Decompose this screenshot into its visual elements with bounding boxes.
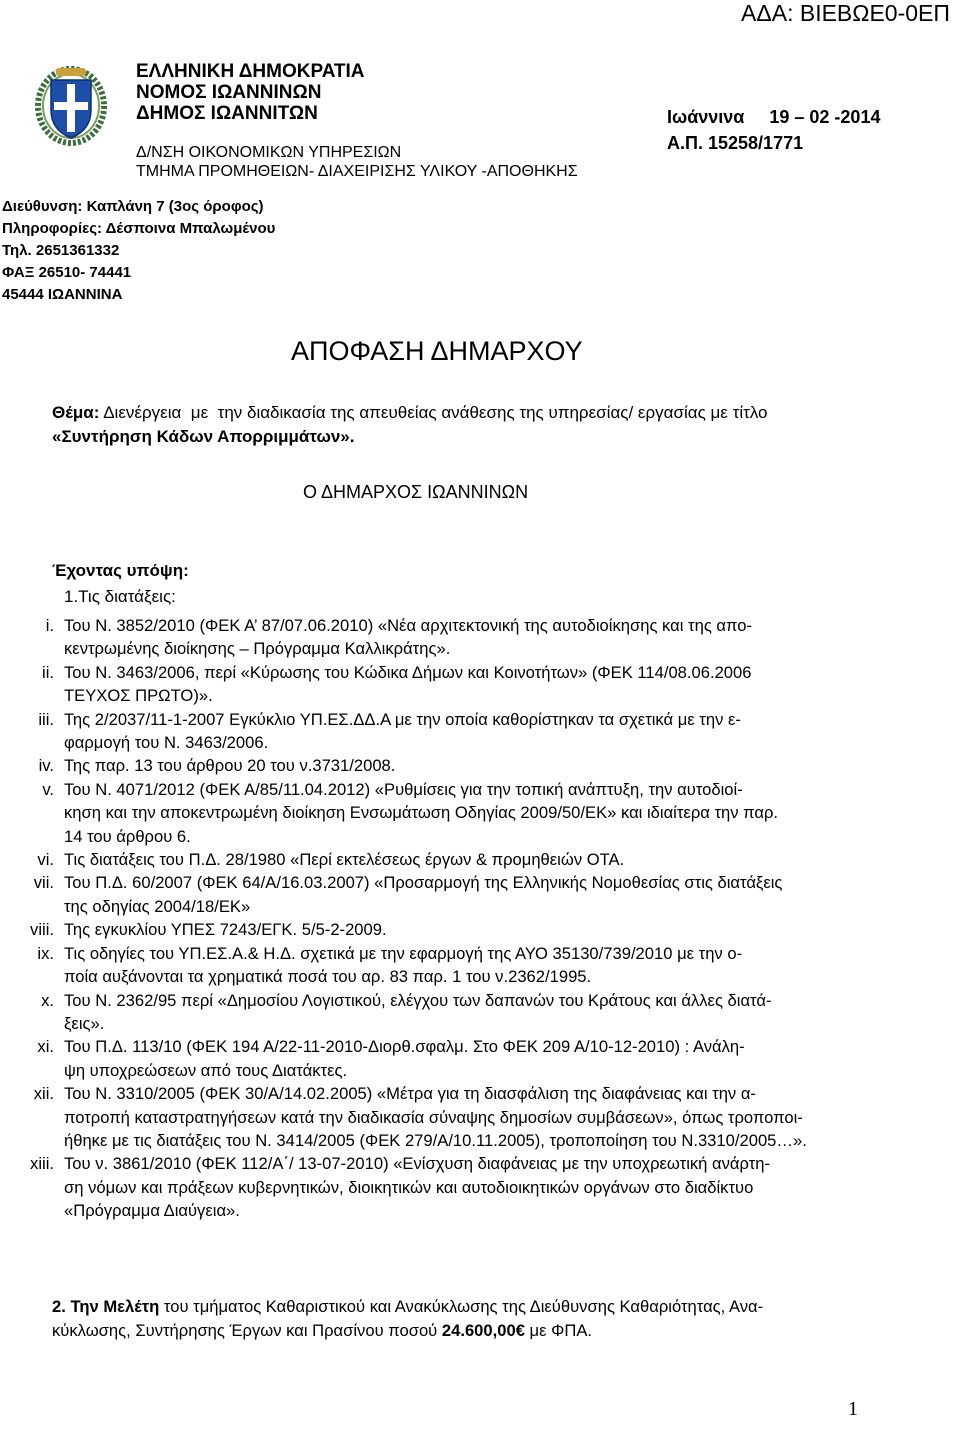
provision-number: v. — [42, 779, 54, 799]
provision-line: Της παρ. 13 του άρθρου 20 του ν.3731/2008. — [64, 756, 396, 776]
provision-line: 14 του άρθρου 6. — [64, 826, 191, 846]
provision-item — [0, 1082, 960, 1152]
point-1-heading: 1.Τις διατάξεις: — [64, 587, 176, 606]
date-line: Ιωάννινα 19 – 02 -2014 — [667, 107, 881, 127]
provision-line: κηση και την αποκεντρωμένη διοίκηση Ενσωμάτωση Οδηγίας 2009/50/ΕΚ» και ιδιαίτερα την παρ. — [64, 803, 779, 823]
document-title: ΑΠΟΦΑΣΗ ΔΗΜΑΡΧΟΥ — [291, 336, 583, 366]
provision-item — [0, 989, 960, 1036]
provision-number: xii. — [33, 1084, 54, 1104]
header-prefecture: ΝΟΜΟΣ ΙΩΑΝΝΙΝΩΝ — [136, 82, 322, 103]
provision-number: vi. — [37, 850, 54, 870]
contact-block — [2, 196, 275, 306]
provision-item — [0, 661, 960, 708]
subject-label: Θέμα: — [52, 403, 100, 422]
header-directorate: Δ/ΝΣΗ ΟΙΚΟΝΟΜΙΚΩΝ ΥΠΗΡΕΣΙΩΝ — [136, 144, 402, 161]
provision-line: φαρμογή του Ν. 3463/2006. — [64, 733, 269, 753]
considering-heading: Έχοντας υπόψη: — [52, 561, 189, 580]
header-department-block — [136, 143, 578, 181]
provision-item — [0, 1035, 960, 1082]
point-2-line2: κύκλωσης, Συντήρησης Έργων και Πρασίνου ποσού — [52, 1321, 442, 1340]
provision-number: ix. — [37, 943, 54, 963]
provision-line: κεντρωμένης διοίκησης – Πρόγραμμα Καλλικράτης». — [64, 639, 451, 659]
subject-title: «Συντήρηση Κάδων Απορριμμάτων». — [52, 427, 355, 446]
greek-emblem-icon — [34, 64, 108, 146]
provision-line: Του Ν. 3852/2010 (ΦΕΚ Α’ 87/07.06.2010) «Νέα αρχιτεκτονική της αυτοδιοίκησης και της απο- — [64, 616, 752, 635]
provision-line: ψη υποχρεώσεων από τους Διατάκτες. — [64, 1060, 348, 1080]
provision-line: Της 2/2037/11-1-2007 Εγκύκλιο ΥΠ.ΕΣ.ΔΔ.Α με την οποία καθορίστηκαν τα σχετικά με την ε- — [64, 709, 741, 729]
provision-line: Του Ν. 3463/2006, περί «Κύρωσης του Κώδικα Δήμων και Κοινοτήτων» (ΦΕΚ 114/08.06.2006 — [64, 662, 752, 682]
ada-code: ΑΔΑ: ΒΙΕΒΩΕ0-0ΕΠ — [741, 0, 950, 26]
provision-number: vii. — [33, 873, 54, 893]
provision-line: Του Ν. 3310/2005 (ΦΕΚ 30/Α/14.02.2005) «Μέτρα για τη διασφάλιση της διαφάνειας και την α- — [64, 1084, 756, 1104]
contact-postal: 45444 ΙΩΑΝΝΙΝΑ — [2, 286, 123, 303]
provision-number: x. — [41, 990, 54, 1010]
provision-line: ΤΕΥΧΟΣ ΠΡΩΤΟ)». — [64, 686, 213, 706]
provision-item — [0, 942, 960, 989]
provision-line: ποία αυξάνονται τα χρηματικά ποσά του αρ. 83 παρ. 1 του ν.2362/1995. — [64, 967, 592, 987]
provision-line: της οδηγίας 2004/18/ΕΚ» — [64, 896, 251, 916]
provision-number: xi. — [37, 1037, 54, 1057]
provision-line: «Πρόγραμμα Διαύγεια». — [64, 1201, 240, 1221]
point-2-block — [52, 1295, 763, 1343]
provision-line: ση νόμων και πράξεων κυβερνητικών, διοικητικών και αυτοδιοικητικών οργάνων στο διαδίκτυο — [64, 1177, 754, 1197]
provision-item — [0, 614, 960, 661]
subject-block — [52, 401, 768, 449]
header-municipality: ΔΗΜΟΣ ΙΩΑΝΝΙΤΩΝ — [136, 103, 318, 124]
provision-line: ξεις». — [64, 1013, 105, 1033]
contact-phone: Τηλ. 2651361332 — [2, 242, 120, 259]
provision-line: ήθηκε με τις διατάξεις του Ν. 3414/2005 (ΦΕΚ 279/Α/10.11.2005), τροποποίηση του Ν.3310/2005…». — [64, 1130, 807, 1150]
provision-number: viii. — [30, 920, 54, 940]
provision-item — [0, 871, 960, 918]
header-country: ΕΛΛΗΝΙΚΗ ΔΗΜΟΚΡΑΤΙΑ — [136, 61, 365, 82]
provision-line: Του Π.Δ. 113/10 (ΦΕΚ 194 Α/22-11-2010-Διορθ.σφαλμ. Στο ΦΕΚ 209 Α/10-12-2010) : Ανάλη- — [64, 1037, 745, 1057]
provision-line: ποτροπή καταστρατηγήσεων κατά την διαδικασία σύναψης δημοσίων συμβάσεων», όπως τροποποι- — [64, 1107, 803, 1127]
protocol-number: Α.Π. 15258/1771 — [667, 133, 804, 153]
provision-line: Της εγκυκλίου ΥΠΕΣ 7243/ΕΓΚ. 5/5-2-2009. — [64, 920, 387, 940]
provisions-list — [0, 614, 960, 1223]
point-2-line2-end: με ΦΠΑ. — [524, 1321, 593, 1340]
date-block — [667, 104, 880, 156]
mayor-heading: Ο ΔΗΜΑΡΧΟΣ ΙΩΑΝΝΙΝΩΝ — [303, 482, 529, 502]
provision-number: i. — [45, 616, 54, 635]
provision-item — [0, 918, 960, 941]
provision-item — [0, 848, 960, 871]
provision-line: Του ν. 3861/2010 (ΦΕΚ 112/Α΄/ 13-07-2010) «Ενίσχυση διαφάνειας με την υποχρεωτική ανάρτη- — [64, 1154, 771, 1174]
contact-info: Πληροφορίες: Δέσποινα Μπαλωμένου — [2, 220, 276, 237]
point-2-prefix: 2. Την Μελέτη — [52, 1297, 160, 1316]
provision-item — [0, 778, 960, 848]
contact-fax: ΦΑΞ 26510- 74441 — [2, 264, 132, 281]
header-block — [136, 61, 364, 124]
provision-line: Του Ν. 4071/2012 (ΦΕΚ Α/85/11.04.2012) «Ρυθμίσεις για την τοπική ανάπτυξη, την αυτοδιοί- — [64, 779, 743, 799]
subject-text: Διενέργεια με την διαδικασία της απευθείας ανάθεσης της υπηρεσίας/ εργασίας με τίτλο — [99, 403, 768, 422]
provision-number: ii. — [42, 662, 54, 682]
provision-number: iii. — [38, 709, 54, 729]
provision-item — [0, 1152, 960, 1222]
provision-line: Τις οδηγίες του ΥΠ.ΕΣ.Α.& Η.Δ. σχετικά με την εφαρμογή της ΑΥΟ 35130/739/2010 με την ο- — [64, 943, 743, 963]
provision-number: xiii. — [30, 1154, 54, 1174]
page-number: 1 — [848, 1398, 858, 1420]
provision-number: iv. — [38, 756, 54, 776]
contact-address: Διεύθυνση: Καπλάνη 7 (3ος όροφος) — [2, 198, 264, 215]
provision-line: Του Ν. 2362/95 περί «Δημοσίου Λογιστικού, ελέγχου των δαπανών του Κράτους και άλλες διατά- — [64, 990, 772, 1010]
header-section: ΤΜΗΜΑ ΠΡΟΜΗΘΕΙΩΝ- ΔΙΑΧΕΙΡΙΣΗΣ ΥΛΙΚΟΥ -ΑΠΟΘΗΚΗΣ — [136, 163, 578, 180]
provision-line: Τις διατάξεις του Π.Δ. 28/1980 «Περί εκτελέσεως έργων & προμηθειών ΟΤΑ. — [64, 850, 625, 870]
provision-item — [0, 708, 960, 755]
point-2-amount: 24.600,00€ — [441, 1321, 525, 1340]
point-2-line1: του τμήματος Καθαριστικού και Ανακύκλωσης της Διεύθυνσης Καθαριότητας, Ανα- — [159, 1297, 764, 1316]
provision-line: Του Π.Δ. 60/2007 (ΦΕΚ 64/Α/16.03.2007) «Προσαρμογή της Ελληνικής Νομοθεσίας στις διατάξεις — [64, 873, 783, 893]
provision-item — [0, 754, 960, 777]
